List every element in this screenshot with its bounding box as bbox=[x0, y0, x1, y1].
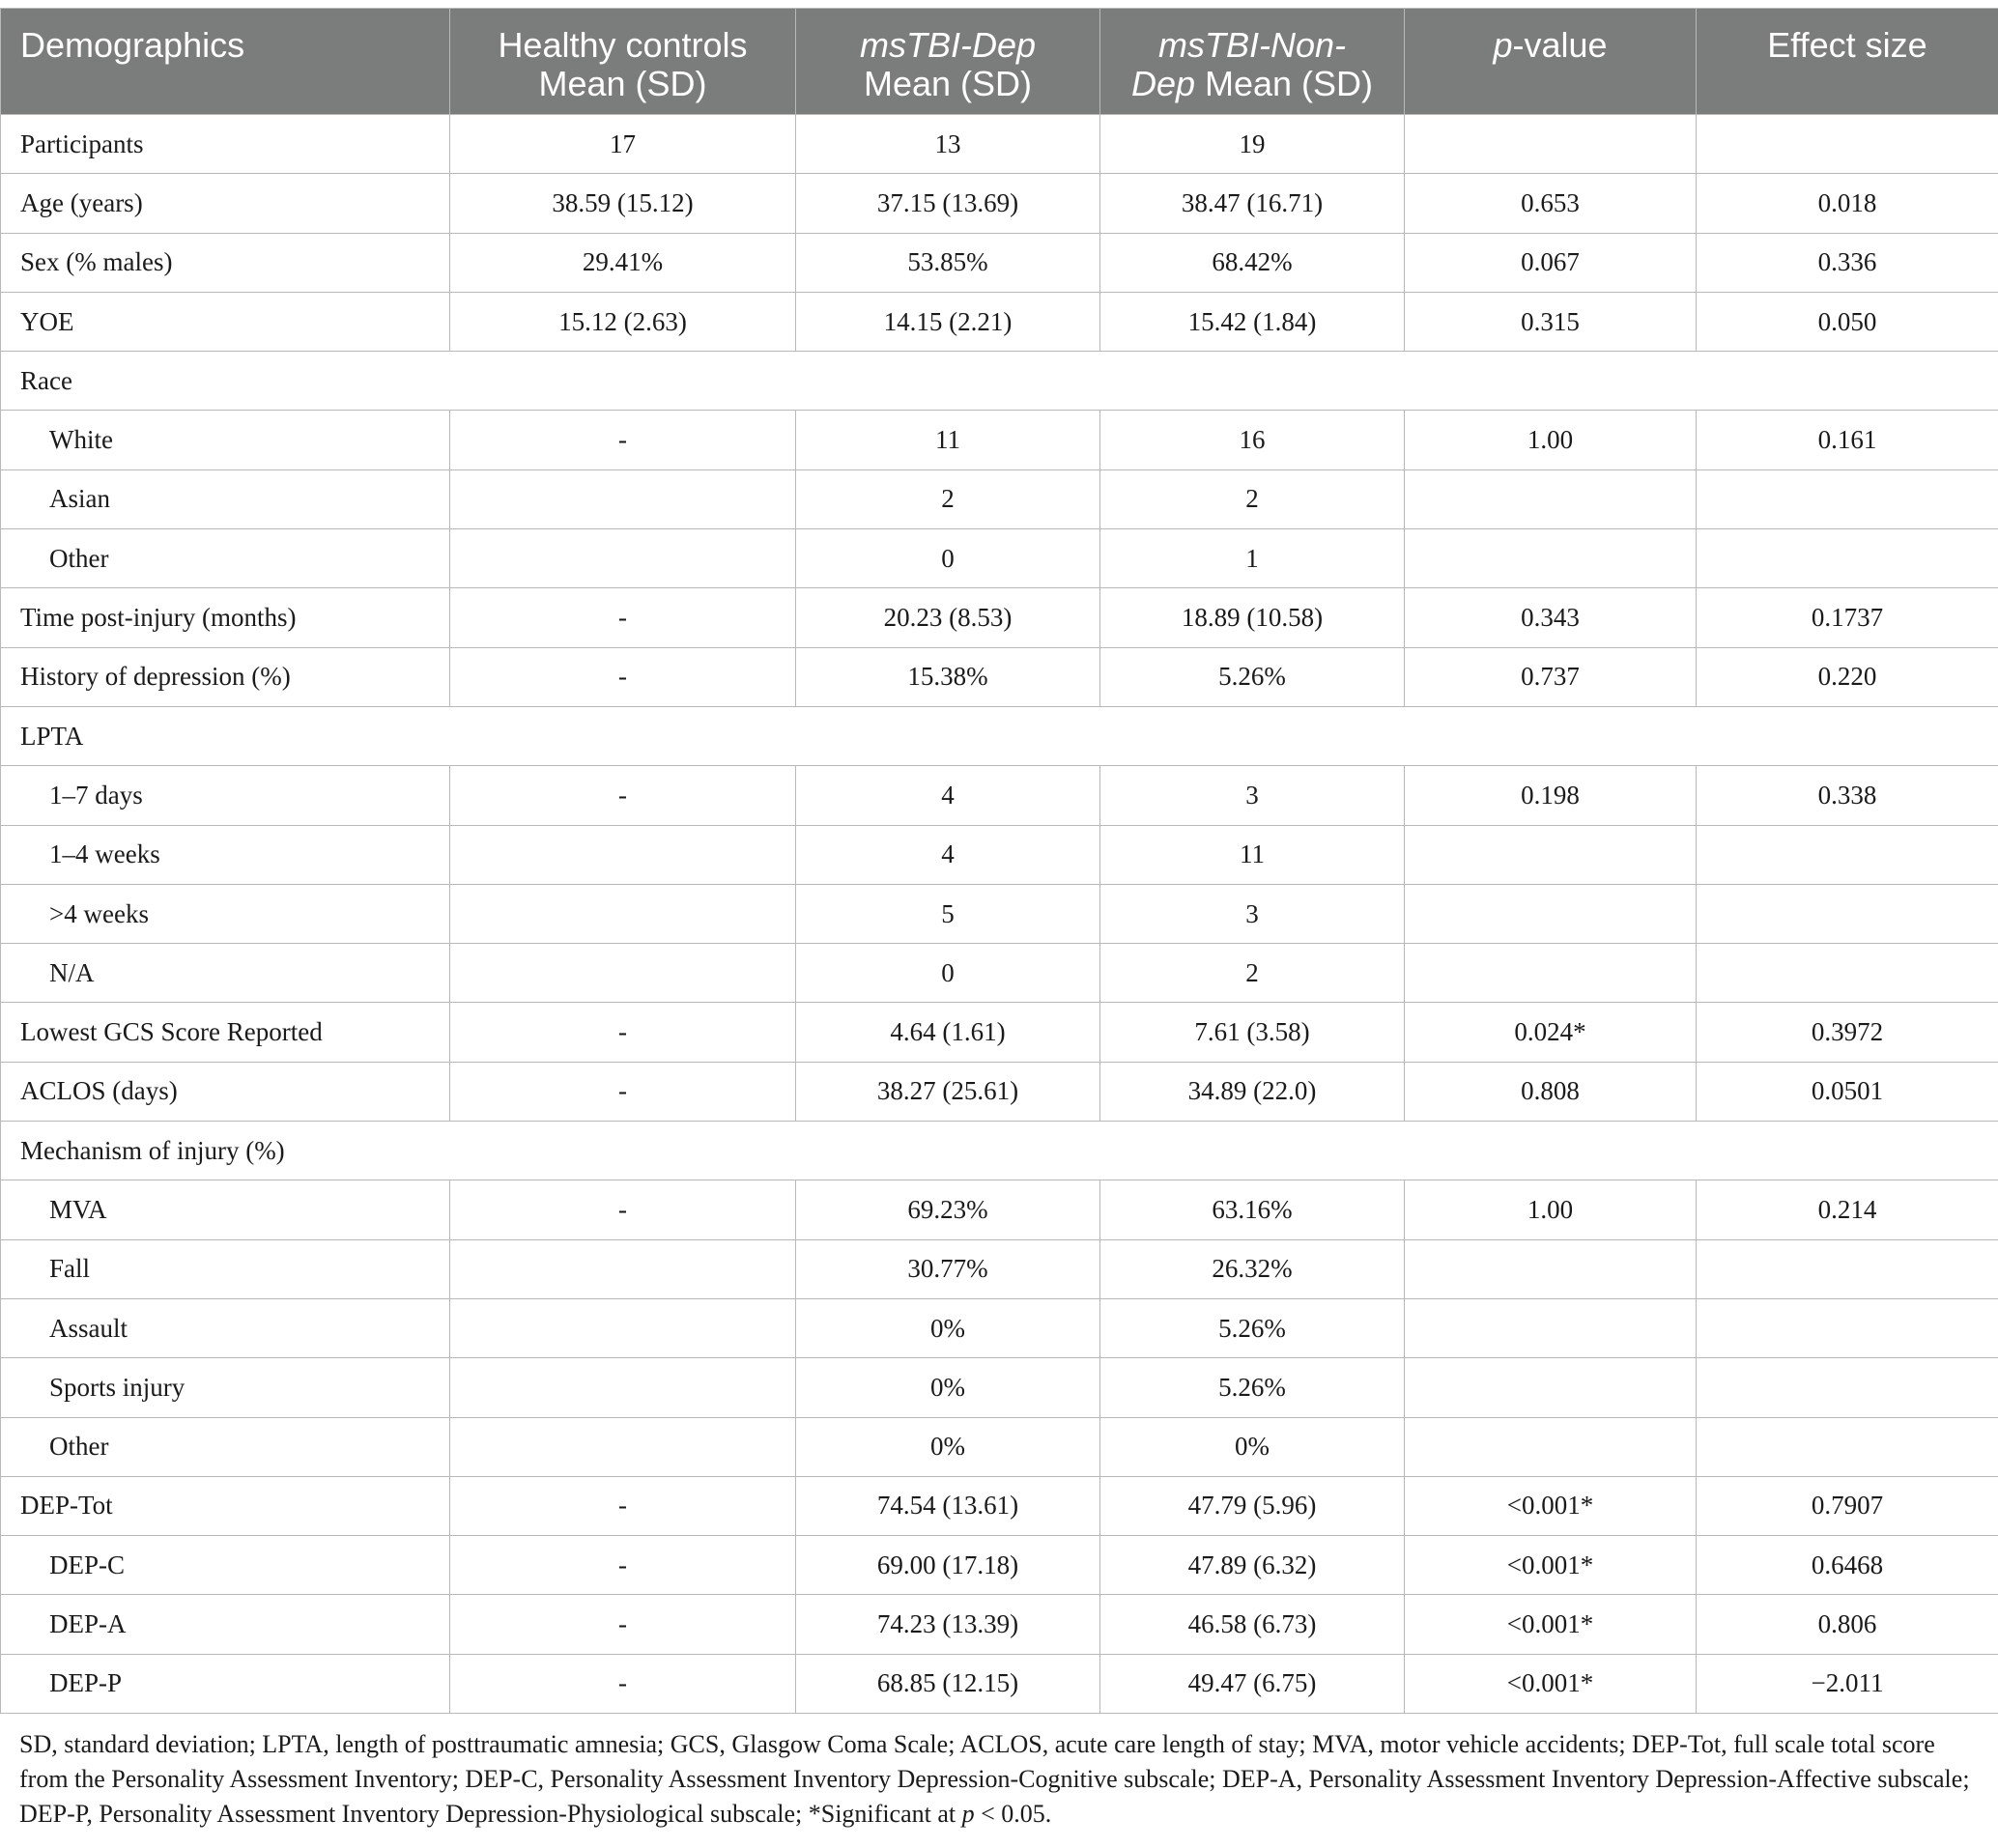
row-label: DEP-A bbox=[1, 1595, 450, 1654]
healthy-controls-cell: - bbox=[450, 1003, 796, 1062]
mstbi-non-dep-cell: 3 bbox=[1100, 884, 1405, 943]
mstbi-dep-cell: 15.38% bbox=[796, 647, 1100, 706]
row-label: Participants bbox=[1, 115, 450, 174]
p-value-cell: <0.001* bbox=[1405, 1536, 1697, 1595]
p-value-cell bbox=[1405, 944, 1697, 1003]
mstbi-non-dep-cell: 34.89 (22.0) bbox=[1100, 1062, 1405, 1121]
mstbi-dep-cell: 0 bbox=[796, 529, 1100, 588]
mstbi-non-dep-cell: 15.42 (1.84) bbox=[1100, 292, 1405, 351]
row-label: DEP-C bbox=[1, 1536, 450, 1595]
mstbi-dep-cell: 30.77% bbox=[796, 1239, 1100, 1298]
p-value-cell bbox=[1405, 115, 1697, 174]
table-row bbox=[1, 1239, 1998, 1298]
p-value-cell: 0.315 bbox=[1405, 292, 1697, 351]
row-label: Age (years) bbox=[1, 174, 450, 233]
mstbi-non-dep-cell: 47.89 (6.32) bbox=[1100, 1536, 1405, 1595]
effect-size-cell: 0.018 bbox=[1697, 174, 1998, 233]
row-label: 1–4 weeks bbox=[1, 825, 450, 884]
mstbi-dep-cell: 74.54 (13.61) bbox=[796, 1476, 1100, 1535]
p-value-cell: 0.343 bbox=[1405, 588, 1697, 647]
table-body bbox=[1, 115, 1998, 1714]
healthy-controls-cell bbox=[450, 529, 796, 588]
demographics-table bbox=[0, 8, 1998, 1714]
table-row bbox=[1, 1180, 1998, 1239]
effect-size-cell bbox=[1697, 884, 1998, 943]
effect-size-cell: 0.214 bbox=[1697, 1180, 1998, 1239]
effect-size-cell: 0.6468 bbox=[1697, 1536, 1998, 1595]
effect-size-cell: 0.338 bbox=[1697, 766, 1998, 825]
mstbi-dep-cell: 20.23 (8.53) bbox=[796, 588, 1100, 647]
table-row bbox=[1, 588, 1998, 647]
effect-size-cell: 0.220 bbox=[1697, 647, 1998, 706]
mstbi-dep-cell: 0% bbox=[796, 1358, 1100, 1417]
p-value-cell: 1.00 bbox=[1405, 1180, 1697, 1239]
row-label: 1–7 days bbox=[1, 766, 450, 825]
effect-size-cell bbox=[1697, 1358, 1998, 1417]
p-value-cell: 0.808 bbox=[1405, 1062, 1697, 1121]
p-value-cell: 0.067 bbox=[1405, 233, 1697, 292]
row-label: Sex (% males) bbox=[1, 233, 450, 292]
row-label: Asian bbox=[1, 469, 450, 528]
mstbi-non-dep-cell: 18.89 (10.58) bbox=[1100, 588, 1405, 647]
mstbi-non-dep-cell: 26.32% bbox=[1100, 1239, 1405, 1298]
table-row bbox=[1, 174, 1998, 233]
effect-size-cell bbox=[1697, 944, 1998, 1003]
mstbi-dep-cell: 0 bbox=[796, 944, 1100, 1003]
table-row bbox=[1, 529, 1998, 588]
p-value-cell bbox=[1405, 884, 1697, 943]
effect-size-cell bbox=[1697, 1417, 1998, 1476]
p-value-cell bbox=[1405, 1298, 1697, 1357]
table-row bbox=[1, 944, 1998, 1003]
mstbi-dep-cell: 37.15 (13.69) bbox=[796, 174, 1100, 233]
mstbi-dep-cell: 14.15 (2.21) bbox=[796, 292, 1100, 351]
p-value-cell: <0.001* bbox=[1405, 1476, 1697, 1535]
mstbi-dep-cell: 74.23 (13.39) bbox=[796, 1595, 1100, 1654]
table-row bbox=[1, 1476, 1998, 1535]
effect-size-cell: 0.3972 bbox=[1697, 1003, 1998, 1062]
table-row bbox=[1, 469, 1998, 528]
p-value-cell bbox=[1405, 1417, 1697, 1476]
healthy-controls-cell bbox=[450, 884, 796, 943]
row-label: ACLOS (days) bbox=[1, 1062, 450, 1121]
p-value-cell bbox=[1405, 1239, 1697, 1298]
mstbi-dep-cell: 4 bbox=[796, 766, 1100, 825]
section-label: Mechanism of injury (%) bbox=[1, 1122, 1998, 1180]
healthy-controls-cell: 17 bbox=[450, 115, 796, 174]
row-label: Other bbox=[1, 1417, 450, 1476]
healthy-controls-cell bbox=[450, 1358, 796, 1417]
table-row bbox=[1, 1654, 1998, 1713]
table-row bbox=[1, 1536, 1998, 1595]
mstbi-dep-cell: 4.64 (1.61) bbox=[796, 1003, 1100, 1062]
mstbi-dep-cell: 11 bbox=[796, 411, 1100, 469]
healthy-controls-cell: - bbox=[450, 1595, 796, 1654]
healthy-controls-cell: - bbox=[450, 588, 796, 647]
mstbi-non-dep-cell: 7.61 (3.58) bbox=[1100, 1003, 1405, 1062]
effect-size-cell: 0.161 bbox=[1697, 411, 1998, 469]
p-value-cell bbox=[1405, 469, 1697, 528]
header-demographics: Demographics bbox=[1, 9, 450, 115]
healthy-controls-cell bbox=[450, 944, 796, 1003]
effect-size-cell: −2.011 bbox=[1697, 1654, 1998, 1713]
healthy-controls-cell: - bbox=[450, 1476, 796, 1535]
header-mstbi-non-dep: msTBI-Non- Dep Mean (SD) bbox=[1100, 9, 1405, 115]
mstbi-non-dep-cell: 19 bbox=[1100, 115, 1405, 174]
mstbi-non-dep-cell: 5.26% bbox=[1100, 1298, 1405, 1357]
effect-size-cell: 0.0501 bbox=[1697, 1062, 1998, 1121]
mstbi-non-dep-cell: 38.47 (16.71) bbox=[1100, 174, 1405, 233]
p-value-cell bbox=[1405, 1358, 1697, 1417]
healthy-controls-cell: - bbox=[450, 1062, 796, 1121]
row-label: History of depression (%) bbox=[1, 647, 450, 706]
row-label: Lowest GCS Score Reported bbox=[1, 1003, 450, 1062]
row-label: Sports injury bbox=[1, 1358, 450, 1417]
mstbi-non-dep-cell: 2 bbox=[1100, 469, 1405, 528]
section-label: LPTA bbox=[1, 706, 1998, 765]
row-label: DEP-Tot bbox=[1, 1476, 450, 1535]
effect-size-cell: 0.336 bbox=[1697, 233, 1998, 292]
mstbi-dep-cell: 2 bbox=[796, 469, 1100, 528]
mstbi-non-dep-cell: 46.58 (6.73) bbox=[1100, 1595, 1405, 1654]
effect-size-cell: 0.1737 bbox=[1697, 588, 1998, 647]
row-label: YOE bbox=[1, 292, 450, 351]
table-row bbox=[1, 292, 1998, 351]
healthy-controls-cell: - bbox=[450, 1654, 796, 1713]
p-value-cell: 0.024* bbox=[1405, 1003, 1697, 1062]
effect-size-cell: 0.7907 bbox=[1697, 1476, 1998, 1535]
row-label: DEP-P bbox=[1, 1654, 450, 1713]
mstbi-non-dep-cell: 11 bbox=[1100, 825, 1405, 884]
mstbi-dep-cell: 69.23% bbox=[796, 1180, 1100, 1239]
table-row bbox=[1, 1358, 1998, 1417]
mstbi-dep-cell: 13 bbox=[796, 115, 1100, 174]
healthy-controls-cell: 15.12 (2.63) bbox=[450, 292, 796, 351]
effect-size-cell: 0.050 bbox=[1697, 292, 1998, 351]
healthy-controls-cell bbox=[450, 1239, 796, 1298]
mstbi-non-dep-cell: 16 bbox=[1100, 411, 1405, 469]
row-label: Other bbox=[1, 529, 450, 588]
table-row bbox=[1, 1122, 1998, 1180]
row-label: White bbox=[1, 411, 450, 469]
mstbi-non-dep-cell: 63.16% bbox=[1100, 1180, 1405, 1239]
effect-size-cell bbox=[1697, 1239, 1998, 1298]
healthy-controls-cell bbox=[450, 1298, 796, 1357]
effect-size-cell bbox=[1697, 115, 1998, 174]
table-row bbox=[1, 884, 1998, 943]
effect-size-cell bbox=[1697, 1298, 1998, 1357]
mstbi-non-dep-cell: 0% bbox=[1100, 1417, 1405, 1476]
mstbi-non-dep-cell: 3 bbox=[1100, 766, 1405, 825]
mstbi-dep-cell: 4 bbox=[796, 825, 1100, 884]
mstbi-non-dep-cell: 68.42% bbox=[1100, 233, 1405, 292]
p-value-cell: 1.00 bbox=[1405, 411, 1697, 469]
table-footnote: SD, standard deviation; LPTA, length of posttraumatic amnesia; GCS, Glasgow Coma Scale; ACLOS, acute care length of stay; MVA, motor vehicle accidents; DEP-Tot, full scale total score from the Personality Assessment Inventory; DEP-C, Personality Assessment Inventory Depression-Cognitive subscale; DEP-A, Personality Assessment Inventory Depression-Affective subscale; DEP-P, Personality Assessment Inventory Depression-Physiological subscale; *Significant at p < 0.05. bbox=[19, 1730, 1970, 1829]
table-row bbox=[1, 825, 1998, 884]
healthy-controls-cell: - bbox=[450, 411, 796, 469]
table-row bbox=[1, 766, 1998, 825]
healthy-controls-cell: - bbox=[450, 766, 796, 825]
effect-size-cell bbox=[1697, 529, 1998, 588]
table-row bbox=[1, 1062, 1998, 1121]
p-value-cell: <0.001* bbox=[1405, 1595, 1697, 1654]
mstbi-dep-cell: 69.00 (17.18) bbox=[796, 1536, 1100, 1595]
mstbi-non-dep-cell: 5.26% bbox=[1100, 1358, 1405, 1417]
row-label: Assault bbox=[1, 1298, 450, 1357]
healthy-controls-cell: 38.59 (15.12) bbox=[450, 174, 796, 233]
mstbi-non-dep-cell: 1 bbox=[1100, 529, 1405, 588]
table-row bbox=[1, 1003, 1998, 1062]
header-effect-size: Effect size bbox=[1697, 9, 1998, 115]
mstbi-dep-cell: 0% bbox=[796, 1298, 1100, 1357]
table-container bbox=[0, 8, 1998, 1832]
healthy-controls-cell: 29.41% bbox=[450, 233, 796, 292]
header-p-value: p-value bbox=[1405, 9, 1697, 115]
mstbi-dep-cell: 5 bbox=[796, 884, 1100, 943]
header-healthy-controls: Healthy controls Mean (SD) bbox=[450, 9, 796, 115]
effect-size-cell bbox=[1697, 825, 1998, 884]
p-value-cell bbox=[1405, 529, 1697, 588]
row-label: N/A bbox=[1, 944, 450, 1003]
mstbi-non-dep-cell: 47.79 (5.96) bbox=[1100, 1476, 1405, 1535]
row-label: >4 weeks bbox=[1, 884, 450, 943]
table-row bbox=[1, 1298, 1998, 1357]
row-label: Time post-injury (months) bbox=[1, 588, 450, 647]
mstbi-non-dep-cell: 49.47 (6.75) bbox=[1100, 1654, 1405, 1713]
healthy-controls-cell: - bbox=[450, 1536, 796, 1595]
header-mstbi-dep: msTBI-Dep Mean (SD) bbox=[796, 9, 1100, 115]
mstbi-dep-cell: 0% bbox=[796, 1417, 1100, 1476]
healthy-controls-cell bbox=[450, 469, 796, 528]
mstbi-dep-cell: 53.85% bbox=[796, 233, 1100, 292]
table-row bbox=[1, 115, 1998, 174]
table-row bbox=[1, 352, 1998, 411]
row-label: MVA bbox=[1, 1180, 450, 1239]
healthy-controls-cell bbox=[450, 1417, 796, 1476]
table-row bbox=[1, 233, 1998, 292]
table-row bbox=[1, 411, 1998, 469]
table-row bbox=[1, 1595, 1998, 1654]
table-row bbox=[1, 706, 1998, 765]
effect-size-cell: 0.806 bbox=[1697, 1595, 1998, 1654]
mstbi-dep-cell: 68.85 (12.15) bbox=[796, 1654, 1100, 1713]
mstbi-non-dep-cell: 5.26% bbox=[1100, 647, 1405, 706]
table-row bbox=[1, 1417, 1998, 1476]
row-label: Fall bbox=[1, 1239, 450, 1298]
effect-size-cell bbox=[1697, 469, 1998, 528]
p-value-cell bbox=[1405, 825, 1697, 884]
p-value-cell: <0.001* bbox=[1405, 1654, 1697, 1713]
healthy-controls-cell: - bbox=[450, 1180, 796, 1239]
mstbi-non-dep-cell: 2 bbox=[1100, 944, 1405, 1003]
mstbi-dep-cell: 38.27 (25.61) bbox=[796, 1062, 1100, 1121]
p-value-cell: 0.737 bbox=[1405, 647, 1697, 706]
section-label: Race bbox=[1, 352, 1998, 411]
header-row bbox=[1, 9, 1998, 115]
p-value-cell: 0.198 bbox=[1405, 766, 1697, 825]
table-row bbox=[1, 647, 1998, 706]
p-value-cell: 0.653 bbox=[1405, 174, 1697, 233]
healthy-controls-cell bbox=[450, 825, 796, 884]
healthy-controls-cell: - bbox=[450, 647, 796, 706]
